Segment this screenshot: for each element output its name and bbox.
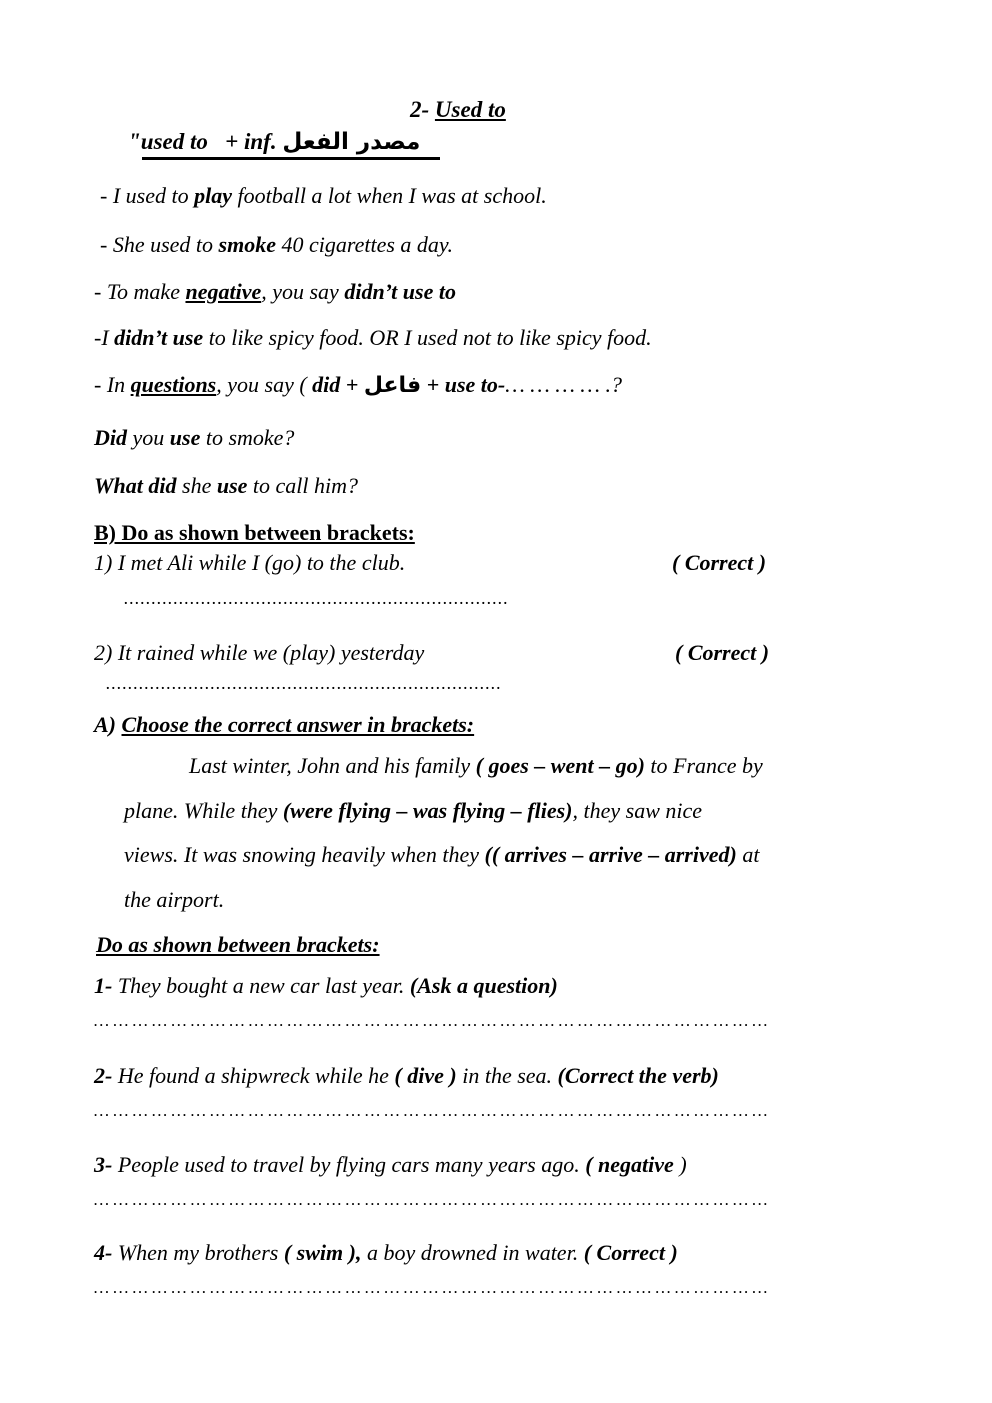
exercise-item-1: 1- They bought a new car last year. (Ask a question) [94, 973, 558, 998]
section-b-question-2: 2) It rained while we (play) yesterday [94, 640, 425, 665]
formula-quote: " [128, 129, 141, 154]
answer-line[interactable]: … … … … … … … … … … … … … … … … … … … … … … … … … … … … … … … … … … … [94, 1101, 768, 1120]
passage-line-2: plane. While they (were flying – was flying – flies), they saw nice [124, 798, 703, 823]
exercise-item-3: 3- People used to travel by flying cars many years ago. ( negative ) [94, 1152, 687, 1177]
example-line-1: - I used to play football a lot when I was at school. [100, 183, 547, 208]
formula-line [128, 129, 420, 155]
formula-inf: + inf. [225, 129, 277, 154]
question-example-2: What did she use to call him? [94, 473, 359, 498]
section-b-question-1: 1) I met Ali while I (go) to the club. [94, 550, 406, 575]
answer-line[interactable]: ...................................................................... [124, 588, 509, 608]
passage-line-3: views. It was snowing heavily when they (( arrives – arrive – arrived) at [124, 842, 760, 867]
section-b-title: B) Do as shown between brackets: [94, 520, 415, 545]
formula-underline [142, 157, 440, 160]
section-b-tag-2: ( Correct ) [675, 640, 770, 665]
answer-line[interactable]: … … … … … … … … … … … … … … … … … … … … … … … … … … … … … … … … … … … [94, 1190, 768, 1209]
formula-arabic: مصدر الفعل [282, 129, 421, 155]
question-rule: - In questions, you say ( did + فاعل + use to-… … … … .? [94, 372, 622, 398]
heading-title: Used to [434, 97, 506, 122]
passage-line-1: Last winter, John and his family ( goes – went – go) to France by [189, 753, 763, 778]
negative-rule: - To make negative, you say didn’t use to [94, 279, 456, 304]
section-c-title: Do as shown between brackets: [96, 932, 380, 957]
example-line-2: - She used to smoke 40 cigarettes a day. [100, 232, 453, 257]
formula-used-to: used to [140, 129, 208, 154]
section-b-tag-1: ( Correct ) [672, 550, 767, 575]
passage-line-4: the airport. [124, 887, 225, 912]
exercise-item-2: 2- He found a shipwreck while he ( dive ) in the sea. (Correct the verb) [94, 1063, 719, 1088]
section-a-title: A) Choose the correct answer in brackets: [94, 712, 475, 737]
answer-line[interactable]: … … … … … … … … … … … … … … … … … … … … … … … … … … … … … … … … … … … [94, 1278, 768, 1297]
exercise-item-4: 4- When my brothers ( swim ), a boy drowned in water. ( Correct ) [94, 1240, 678, 1265]
section-heading [410, 97, 506, 123]
negative-example: -I didn’t use to like spicy food. OR I used not to like spicy food. [94, 325, 652, 350]
answer-line[interactable]: ........................................................................ [106, 673, 502, 693]
heading-number: 2- [410, 97, 430, 122]
question-example-1: Did you use to smoke? [94, 425, 295, 450]
answer-line[interactable]: … … … … … … … … … … … … … … … … … … … … … … … … … … … … … … … … … … … [94, 1011, 768, 1030]
question-arabic: فاعل [363, 373, 422, 398]
